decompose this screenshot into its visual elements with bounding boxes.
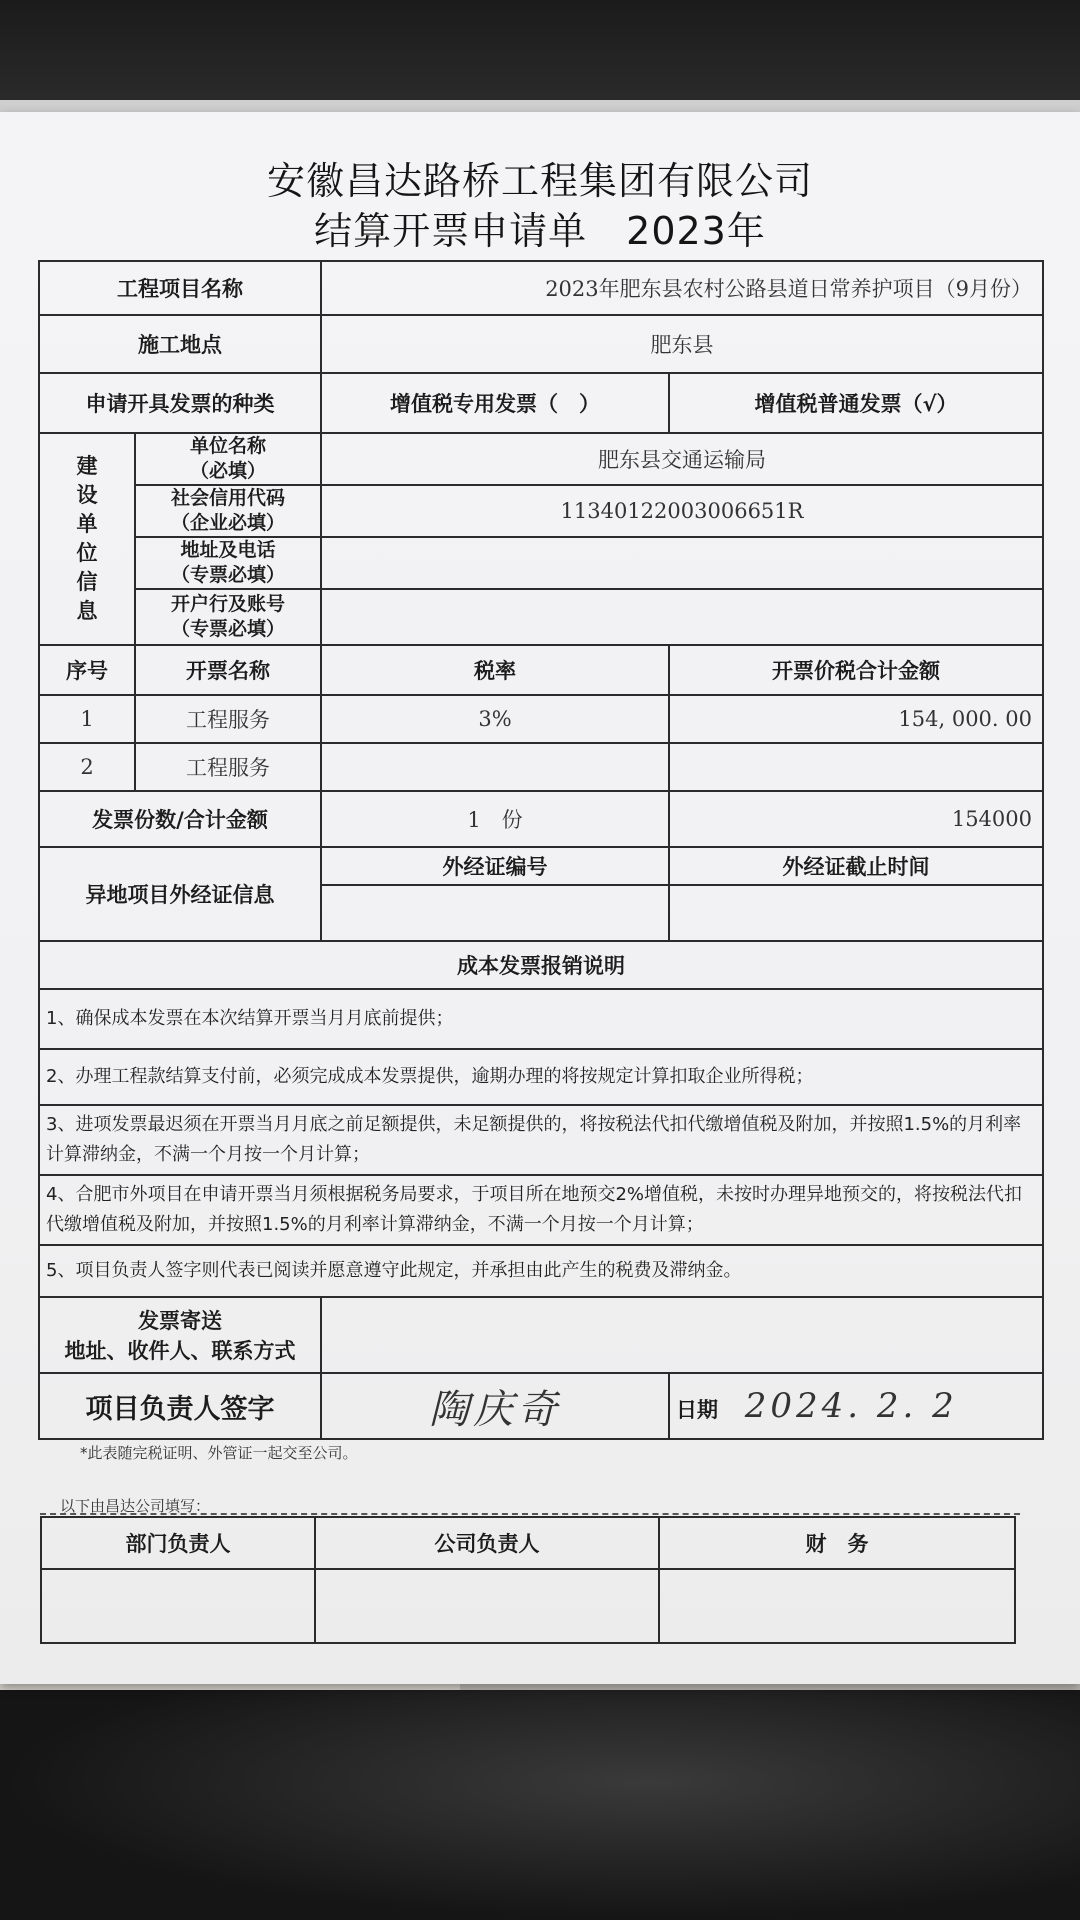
builder-row xyxy=(39,589,1043,645)
table-row xyxy=(39,743,1043,791)
builder-name-value: 肥东县交通运输局 xyxy=(321,433,1043,485)
note-row xyxy=(39,1245,1043,1297)
note-row xyxy=(39,1105,1043,1175)
company-head-header: 公司负责人 xyxy=(315,1517,659,1569)
signature-row xyxy=(39,1373,1043,1439)
background-shadow xyxy=(0,1690,1080,1920)
site-row xyxy=(39,315,1043,373)
normal-invoice-option: 增值税普通发票（√） xyxy=(669,373,1043,433)
site-value: 肥东县 xyxy=(321,315,1043,373)
row-amount xyxy=(669,743,1043,791)
invoice-type-label: 申请开具发票的种类 xyxy=(39,373,321,433)
outside-cert-deadline-header: 外经证截止时间 xyxy=(669,847,1043,885)
company-head-sign-cell xyxy=(315,1569,659,1643)
company-approval-table xyxy=(40,1516,1016,1644)
note-row xyxy=(39,1049,1043,1105)
row-name: 工程服务 xyxy=(135,695,321,743)
outside-cert-number-header: 外经证编号 xyxy=(321,847,669,885)
mailing-row xyxy=(39,1297,1043,1373)
note-item: 1、确保成本发票在本次结算开票当月月底前提供； xyxy=(39,989,1043,1049)
finance-header: 财 务 xyxy=(659,1517,1015,1569)
date-label: 日期 xyxy=(676,1398,718,1422)
project-name-row xyxy=(39,261,1043,315)
note-item: 5、项目负责人签字则代表已阅读并愿意遵守此规定，并承担由此产生的税费及滞纳金。 xyxy=(39,1245,1043,1297)
form-title: 结算开票申请单 2023年 xyxy=(314,209,766,253)
note-item: 4、合肥市外项目在申请开票当月须根据税务局要求，于项目所在地预交2%增值税，未按时办理异地预交的，将按税法代扣代缴增值税及附加，并按照1.5%的月利率计算滞纳金，不满一个月按一个月计算； xyxy=(39,1175,1043,1245)
credit-code-value: 11340122003006651R xyxy=(321,485,1043,537)
address-phone-value xyxy=(321,537,1043,589)
notes-title: 成本发票报销说明 xyxy=(39,941,1043,989)
builder-info-side-label: 建 设 单 位 信 息 xyxy=(39,433,135,645)
signature-label: 项目负责人签字 xyxy=(39,1373,321,1439)
date-cell xyxy=(669,1373,1043,1439)
row-no: 2 xyxy=(39,743,135,791)
handwritten-date: 2024. 2. 2 xyxy=(744,1386,958,1426)
builder-name-label: 单位名称 （必填） xyxy=(135,433,321,485)
builder-row xyxy=(39,433,1043,485)
approval-sign-row xyxy=(41,1569,1015,1643)
application-form-table xyxy=(38,260,1044,1440)
dept-head-sign-cell xyxy=(41,1569,315,1643)
total-amount: 154000 xyxy=(669,791,1043,847)
table-row xyxy=(39,695,1043,743)
col-header-amount: 开票价税合计金额 xyxy=(669,645,1043,695)
bank-account-label: 开户行及账号 （专票必填） xyxy=(135,589,321,645)
address-phone-label: 地址及电话 （专票必填） xyxy=(135,537,321,589)
bank-account-value xyxy=(321,589,1043,645)
credit-code-label: 社会信用代码 （企业必填） xyxy=(135,485,321,537)
note-row xyxy=(39,989,1043,1049)
items-header-row xyxy=(39,645,1043,695)
row-rate xyxy=(321,743,669,791)
project-name-label: 工程项目名称 xyxy=(39,261,321,315)
company-title: 安徽昌达路桥工程集团有限公司 xyxy=(266,159,813,203)
footnote: *此表随完税证明、外管证一起交至公司。 xyxy=(80,1444,358,1462)
outside-cert-deadline-value xyxy=(669,885,1043,941)
approval-header-row xyxy=(41,1517,1015,1569)
col-header-rate: 税率 xyxy=(321,645,669,695)
row-no: 1 xyxy=(39,695,135,743)
note-item: 2、办理工程款结算支付前，必须完成成本发票提供，逾期办理的将按规定计算扣取企业所得税； xyxy=(39,1049,1043,1105)
col-header-no: 序号 xyxy=(39,645,135,695)
mailing-value xyxy=(321,1297,1043,1373)
handwritten-signature: 陶庆奇 xyxy=(429,1386,561,1433)
builder-row xyxy=(39,537,1043,589)
site-label: 施工地点 xyxy=(39,315,321,373)
invoice-type-row xyxy=(39,373,1043,433)
notes-title-row xyxy=(39,941,1043,989)
dashed-divider xyxy=(40,1513,1020,1515)
row-rate: 3% xyxy=(321,695,669,743)
dept-head-header: 部门负责人 xyxy=(41,1517,315,1569)
outside-cert-label: 异地项目外经证信息 xyxy=(39,847,321,941)
col-header-name: 开票名称 xyxy=(135,645,321,695)
invoice-count: 1 份 xyxy=(321,791,669,847)
note-row xyxy=(39,1175,1043,1245)
note-item: 3、进项发票最迟须在开票当月月底之前足额提供，未足额提供的，将按税法代扣代缴增值税及附加，并按照1.5%的月利率计算滞纳金，不满一个月按一个月计算； xyxy=(39,1105,1043,1175)
mailing-label: 发票寄送 地址、收件人、联系方式 xyxy=(39,1297,321,1373)
outside-cert-number-value xyxy=(321,885,669,941)
row-amount: 154, 000. 00 xyxy=(669,695,1043,743)
signature-cell xyxy=(321,1373,669,1439)
outside-cert-header-row xyxy=(39,847,1043,885)
totals-label: 发票份数/合计金额 xyxy=(39,791,321,847)
special-invoice-option: 增值税专用发票（ ） xyxy=(321,373,669,433)
totals-row xyxy=(39,791,1043,847)
project-name-value: 2023年肥东县农村公路县道日常养护项目（9月份） xyxy=(321,261,1043,315)
row-name: 工程服务 xyxy=(135,743,321,791)
company-fill-note: 以下由昌达公司填写： xyxy=(60,1497,211,1515)
finance-sign-cell xyxy=(659,1569,1015,1643)
builder-row xyxy=(39,485,1043,537)
